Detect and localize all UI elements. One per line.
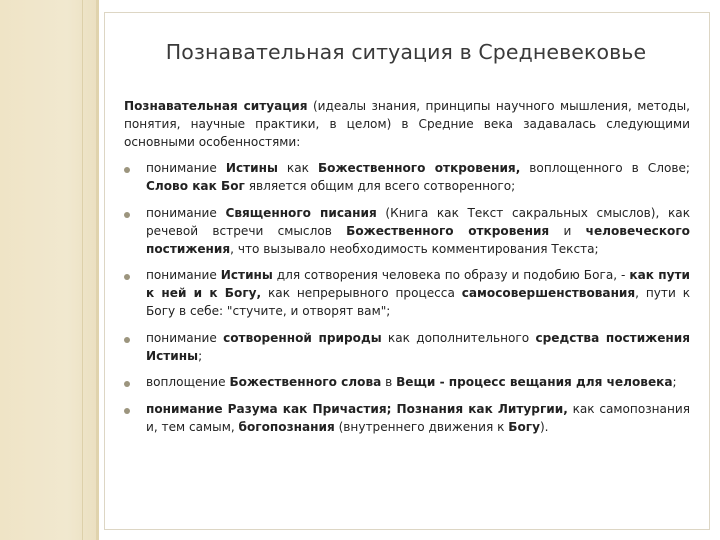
bullet-bold-text: средства постижения Истины [146,330,690,363]
decorative-band-line [82,0,83,540]
bullet-text: ; [672,375,677,390]
bullet-text: и [549,223,586,238]
bullet-bold-text: Истины [225,161,278,176]
bullet-text: как [277,161,318,176]
bullet-text: , что вызывало необходимость комментирования Текста; [230,241,599,256]
bullet-bold-text: Богу [508,419,540,434]
bullet-text: как самопознания и, тем самым, [146,402,691,434]
bullet-dot-icon [124,337,130,343]
bullet-text: , пути к Богу в себе: "стучите, и отворят вам"; [146,286,690,318]
decorative-band-edge [96,0,99,540]
bullet-item [124,267,690,320]
bullet-list [124,160,690,436]
bullet-text: (Книга как Текст сакральных смыслов), как речевой встречи смыслов [146,205,691,238]
bullet-text: понимание [146,330,224,345]
bullet-dot-icon [124,408,130,414]
bullet-bold-text: Божественного откровения, [317,161,521,176]
intro-text: (идеалы знания, принципы научного мышления, методы, понятия, научные практики, в целом) в Средние века задавалась следующими основными особенностями: [124,99,690,149]
bullet-text: (внутреннего движения к [334,419,509,434]
bullet-dot-icon [124,212,130,218]
bullet-text: воплощенного в Слове; [520,161,690,176]
bullet-bold-text: как пути к ней и к Богу, [146,268,690,301]
bullet-bold-text: Вещи - процесс вещания для человека [396,375,673,390]
bullet-dot-icon [124,274,130,280]
bullet-text: как дополнительного [381,330,536,345]
bullet-bold-text: человеческого постижения [146,223,690,256]
bullet-item [124,374,690,392]
bullet-text: понимание [146,205,226,220]
bullet-item [124,160,690,196]
intro-bold-term: Познавательная ситуация [124,99,308,113]
bullet-text: понимание [146,161,226,176]
bullet-bold-text: Слово как Бог [146,179,245,194]
bullet-text: понимание [146,268,221,283]
bullet-text: ; [198,348,203,363]
bullet-bold-text: понимание Разума как Причастия; Познания как Литургии, [146,402,568,417]
bullet-bold-text: Божественного слова [229,375,382,390]
slide-content [124,98,690,446]
slide-title: Познавательная ситуация в Средневековье [165,40,647,64]
bullet-item [124,401,690,437]
bullet-text: является общим для всего сотворенного; [244,179,516,194]
bullet-item [124,205,690,258]
bullet-item [124,330,690,366]
bullet-text: как непрерывного процесса [261,286,462,301]
bullet-text: для сотворения человека по образу и подобию Бога, - [272,268,630,283]
intro-paragraph [124,98,690,151]
bullet-dot-icon [124,381,130,387]
bullet-bold-text: Священного писания [225,205,377,220]
bullet-bold-text: богопознания [238,419,335,434]
bullet-dot-icon [124,167,130,173]
bullet-bold-text: Истины [220,268,273,283]
bullet-bold-text: сотворенной природы [223,330,382,345]
bullet-bold-text: самосовершенствования [461,286,636,301]
bullet-text: ). [539,419,549,434]
bullet-text: в [381,375,397,390]
bullet-bold-text: Божественного откровения [346,223,550,238]
bullet-text: воплощение [146,375,230,390]
